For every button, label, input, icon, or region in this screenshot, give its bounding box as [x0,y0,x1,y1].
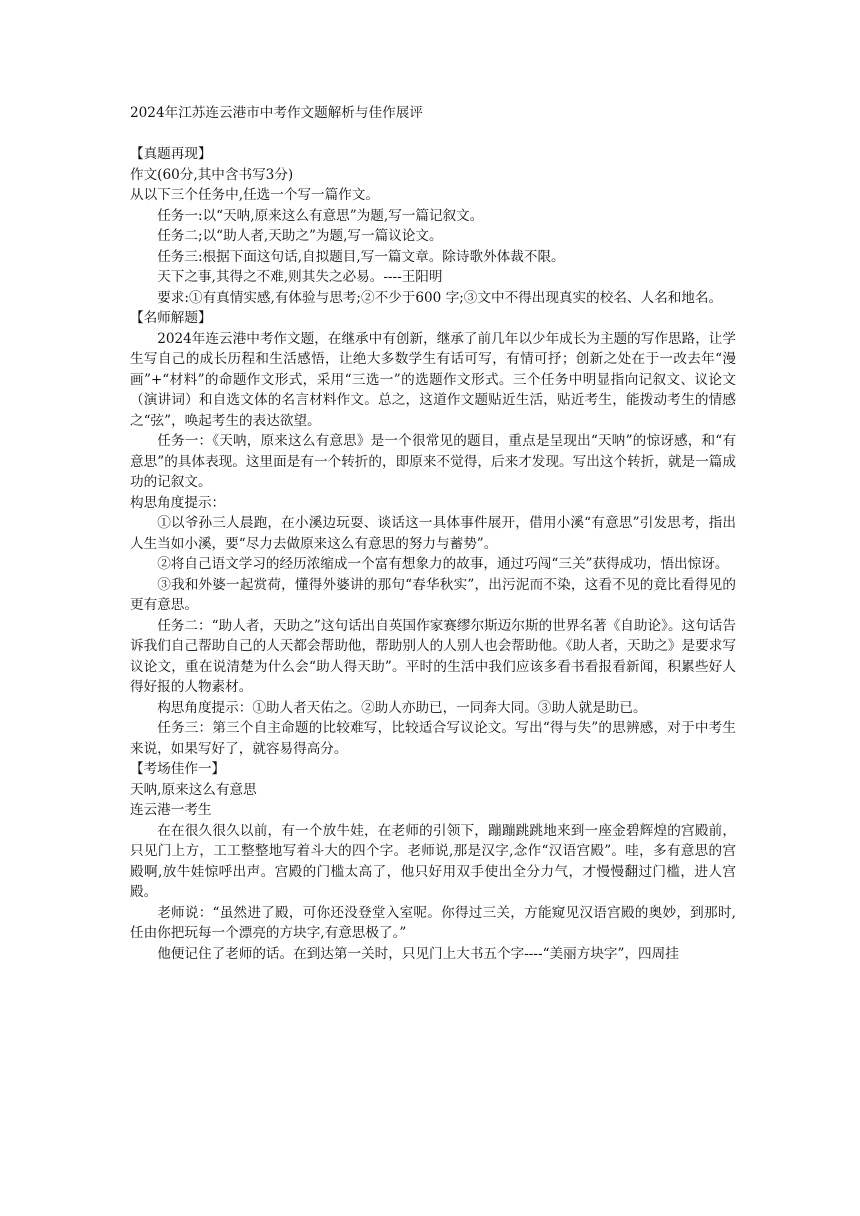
paragraph: 任务一:以“天呐,原来这么有意思”为题,写一篇记叙文。 [157,207,484,224]
paragraph: 任务三：第三个自主命题的比较难写，比较适合写议论文。写出“得与失”的思辨感，对于中考生来说，如果写好了，就容易得高分。 [130,720,736,757]
document-title: 2024年江苏连云港市中考作文题解析与佳作展评 [130,105,423,121]
paragraph: 【真题再现】 [130,146,212,162]
paragraph: 从以下三个任务中,任选一个写一篇作文。 [130,187,380,203]
paragraph: 构思角度提示： [130,494,226,511]
paragraph: ①以爷孙三人晨跑，在小溪边玩耍、谈话这一具体事件展开，借用小溪“有意思”引发思考，指出人生当如小溪，要“尽力去做原来这么有意思的努力与蓄势”。 [130,515,736,552]
paragraph: 他便记住了老师的话。在到达第一关时，只见门上大书五个字----“美丽方块字”，四周挂 [157,945,679,962]
paragraph: 【考场佳作一】 [130,761,226,777]
paragraph: 任务三:根据下面这句话,自拟题目,写一篇文章。除诗歌外体裁不限。 [157,248,565,265]
document-body [130,144,736,964]
paragraph: 在在很久很久以前，有一个放牛娃，在老师的引领下，蹦蹦跳跳地来到一座金碧辉煌的宫殿前，只见门上方，工工整整地写着斗大的四个字。老师说,那是汉字,念作“汉语宫殿”。哇，多有意思的宫殿啊,放牛娃惊呼出声。宫殿的门槛太高了，他只好用双手使出全分力气，才慢慢翻过门槛，进人宫殿。 [130,822,736,900]
paragraph: 作文(60分,其中含书写3分) [130,166,294,183]
paragraph: 2024年连云港中考作文题，在继承中有创新，继承了前几年以少年成长为主题的写作思路，让学生写自己的成长历程和生活感悟，让绝大多数学生有话可写，有情可抒；创新之处在于一改去年“漫画”+“材料”的命题作文形式，采用“三选一”的选题作文形式。三个任务中明显指向记叙文、议论文（演讲词）和自选文体的名言材料作文。总之，这道作文题贴近生活，贴近考生，能拨动考生的情感之“弦”，唤起考生的表达欲望。 [130,330,736,429]
paragraph: ②将自己语文学习的经历浓缩成一个富有想象力的故事，通过巧闯“三关”获得成功，悟出惊讶。 [157,556,729,572]
paragraph: 任务二：“助人者，天助之”这句话出自英国作家赛缪尔斯迈尔斯的世界名著《自助论》。这句话告诉我们自己帮助自己的人天都会帮助他，帮助别人的人别人也会帮助他。《助人者，天助之》是要求写议论文，重在说清楚为什么会“助人得天助”。平时的生活中我们应该多看书看报看新闻，积累些好人得好报的人物素材。 [130,617,736,695]
paragraph: 任务一：《天呐，原来这么有意思》是一个很常见的题目，重点是呈现出“天呐”的惊讶感，和“有意思”的具体表现。这里面是有一个转折的，即原来不觉得，后来才发现。写出这个转折，就是一篇成功的记叙文。 [130,433,736,490]
paragraph: 天呐,原来这么有意思 [130,781,257,798]
paragraph: 要求:①有真情实感,有体验与思考;②不少于600 字;③文中不得出现真实的校名、人名和地名。 [157,289,723,306]
document-page [130,103,736,964]
paragraph: 老师说：“虽然进了殿，可你还没登堂入室呢。你得过三关，方能窥见汉语宫殿的奥妙，到那时,任由你把玩每一个漂亮的方块字,有意思极了。” [130,904,736,941]
paragraph: 【名师解题】 [130,310,212,326]
paragraph: 天下之事,其得之不难,则其失之必易。----王阳明 [157,269,443,285]
paragraph: ③我和外婆一起赏荷，懂得外婆讲的那句“春华秋实”，出污泥而不染，这看不见的竟比看得见的更有意思。 [130,576,736,613]
paragraph: 任务二;以“助人者,天助之”为题,写一篇议论文。 [157,228,443,244]
paragraph: 构思角度提示：①助人者天佑之。②助人亦助已，一同奔大同。③助人就是助已。 [157,699,647,716]
paragraph: 连云港一考生 [130,802,212,818]
